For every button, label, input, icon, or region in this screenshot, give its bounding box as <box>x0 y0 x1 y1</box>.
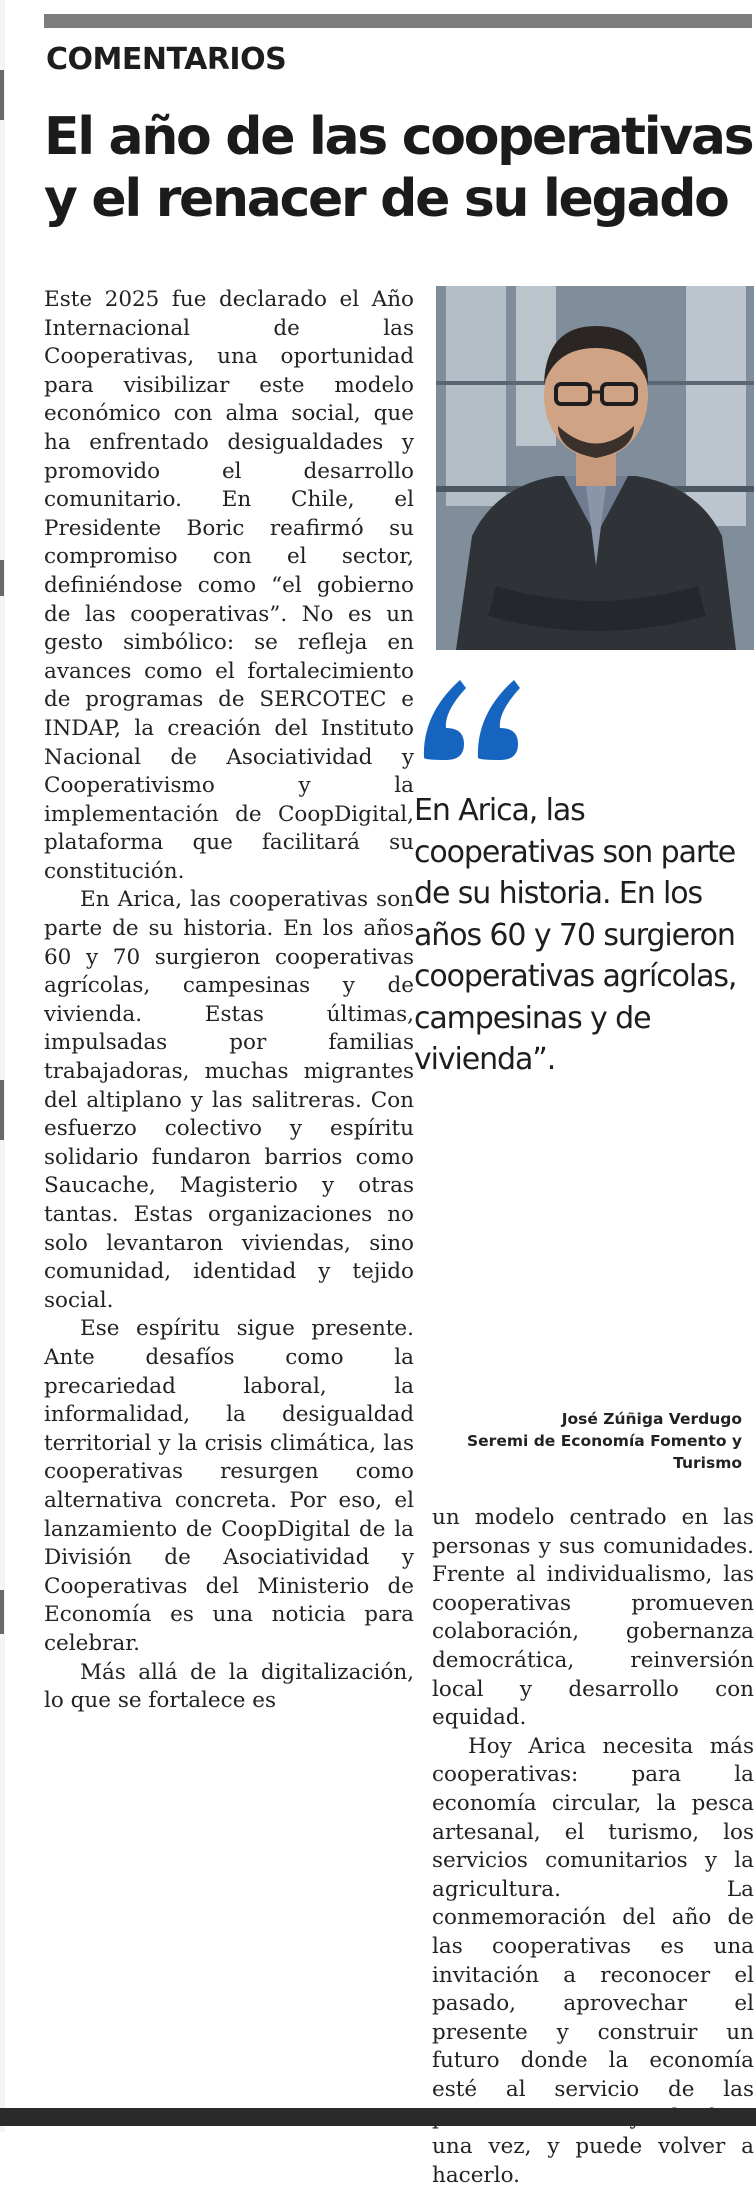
section-top-rule <box>44 14 752 28</box>
edge-mark <box>0 1590 4 1634</box>
page-bottom-rule <box>0 2108 756 2126</box>
edge-mark <box>0 560 4 596</box>
body-paragraph: Hoy Arica necesita más cooperativas: para la economía circular, la pesca artesanal, el turismo, los servicios comunitarios y la agricultura. La conmemoración del año de las cooperativas es una invitación a reconocer el pasado, aprovechar el presente y construir un futuro donde la economía esté al servicio de las una vez, y puede volver a hacerlo. <box>432 1733 754 2188</box>
body-paragraph: Ese espíritu sigue presente. Ante desafíos como la precariedad laboral, la informalidad, la desigualdad territorial y la crisis climática, las cooperativas resurgen como alternativa concreta. Por eso, el lanzamiento de CoopDigital de la División de Asociatividad y Cooperativas del Ministerio de Economía es una noticia para celebrar. <box>44 1316 414 1656</box>
edge-mark <box>0 70 4 120</box>
body-paragraph: un modelo centrado en las personas y sus comunidades. Frente al individualismo, las cooperativas promueven colaboración, gobernanza democrática, reinversión local y desarrollo con equidad. <box>432 1505 754 1731</box>
edge-mark <box>0 1080 4 1140</box>
body-column-right <box>432 1504 754 2190</box>
author-role-cont: Turismo <box>673 1454 742 1472</box>
headline: El año de las cooperativas y el renacer de su legado <box>44 107 753 229</box>
author-name: José Zúñiga Verdugo <box>561 1410 742 1428</box>
author-role: Seremi de Economía Fomento y <box>467 1432 742 1450</box>
author-photo <box>436 286 754 650</box>
author-credit <box>467 1408 742 1474</box>
body-paragraph: Este 2025 fue declarado el Año Internacional de las Cooperativas, una oportunidad para visibilizar este modelo económico con alma social, que ha enfrentado desigualdades y promovido el desarrollo comunitario. En Chile, el Presidente Boric reafirmó su compromiso con el sector, definiéndose como “el gobierno de las cooperativas”. No es un gesto simbólico: se refleja en avances como el fortalecimiento de programas de SERCOTEC e INDAP, la creación del Instituto Nacional de Asociatividad y Cooperativismo y la implementación de CoopDigital, plataforma que facilitará su constitución. <box>44 287 414 884</box>
body-paragraph: Más allá de la digitalización, lo que se fortalece es <box>44 1659 414 1714</box>
pull-quote: En Arica, las cooperativas son parte de su historia. En los años 60 y 70 surgieron cooperativas agrícolas, campesinas y de vivienda”. <box>414 793 737 1077</box>
body-paragraph: En Arica, las cooperativas son parte de su historia. En los años 60 y 70 surgieron cooperativas agrícolas, campesinas y de vivienda. Estas últimas, impulsadas por familias trabajadoras, muchas migrantes del altiplano y las salitreras. Con esfuerzo colectivo y espíritu solidario fundaron barrios como Saucache, Magisterio y otras tantas. Estas organizaciones no solo levantaron viviendas, sino comunidad, identidad y tejido social. <box>44 887 414 1313</box>
author-portrait-illustration <box>436 286 754 650</box>
page-edge-rule <box>0 0 5 2132</box>
section-label: COMENTARIOS <box>46 42 287 77</box>
body-column-left <box>44 286 414 1716</box>
quote-mark-icon <box>420 674 530 764</box>
